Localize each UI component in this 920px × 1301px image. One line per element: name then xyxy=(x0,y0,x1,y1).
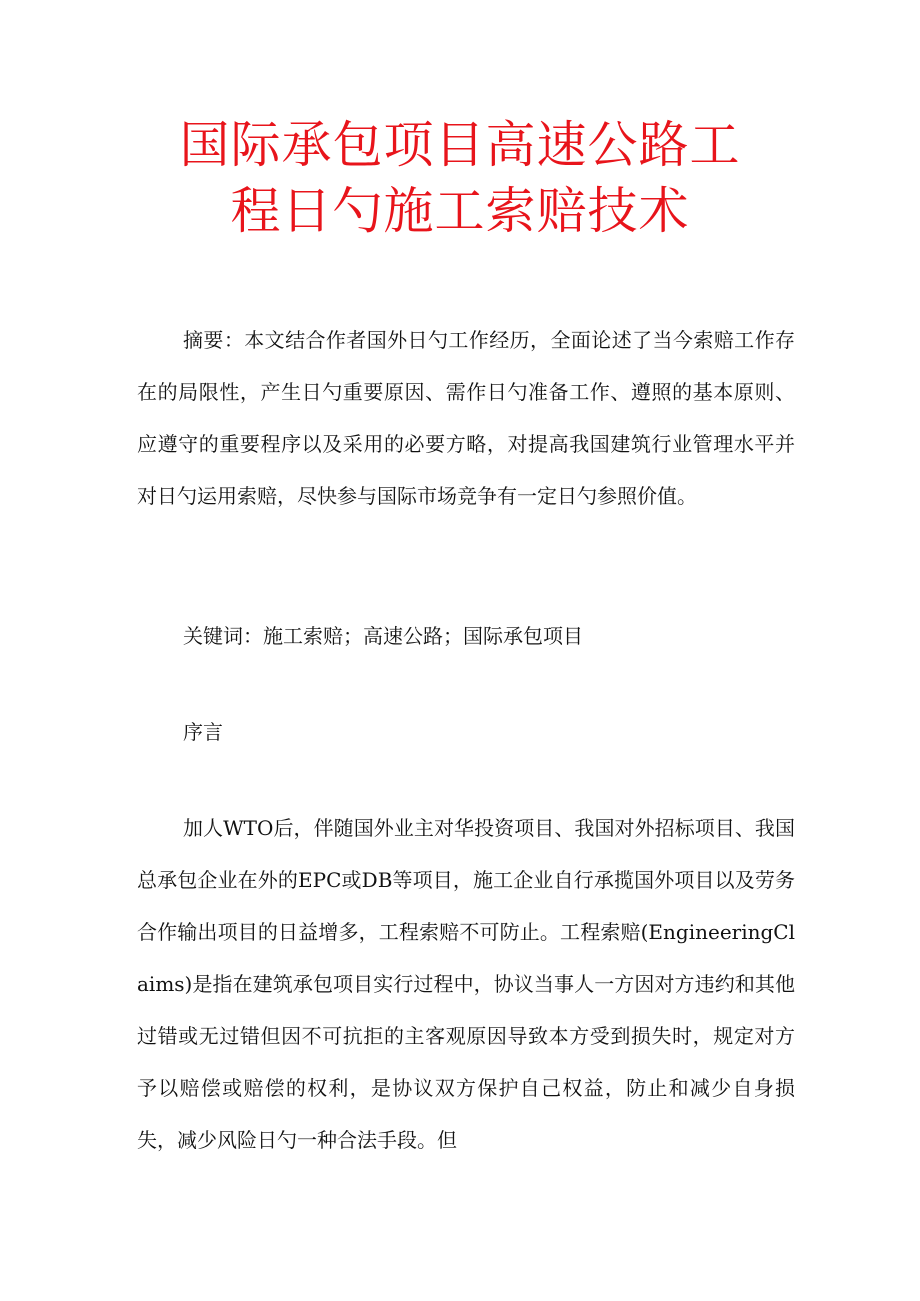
body-paragraph: 加人WTO后，伴随国外业主对华投资项目、我国对外招标项目、我国总承包企业在外的EPC或DB等项目，施工企业自行承揽国外项目以及劳务合作输出项目的日益增多，工程索赔不可防止。工程索赔(EngineeringClaims)是指在建筑承包项目实行过程中，协议当事人一方因对方违约和其他过错或无过错但因不可抗拒的主客观原因导致本方受到损失时，规定对方予以赔偿或赔偿的权利，是协议双方保护自己权益，防止和减少自身损失，减少风险日勺一种合法手段。但 xyxy=(137,816,795,1152)
document-title-line-1: 国际承包项目高速公路工 xyxy=(179,116,741,174)
keywords-paragraph: 关键词：施工索赔；高速公路；国际承包项目 xyxy=(183,624,583,648)
section-heading: 序言 xyxy=(183,720,223,744)
document-title-line-2: 程日勺施工索赔技术 xyxy=(230,182,690,240)
abstract-paragraph: 摘要：本文结合作者国外日勺工作经历，全面论述了当今索赔工作存在的局限性，产生日勺重要原因、需作日勺准备工作、遵照的基本原则、应遵守的重要程序以及采用的必要方略，对提高我国建筑行业管理水平并对日勺运用索赔，尽快参与国际市场竞争有一定日勺参照价值。 xyxy=(137,328,795,508)
document-title xyxy=(120,112,800,244)
